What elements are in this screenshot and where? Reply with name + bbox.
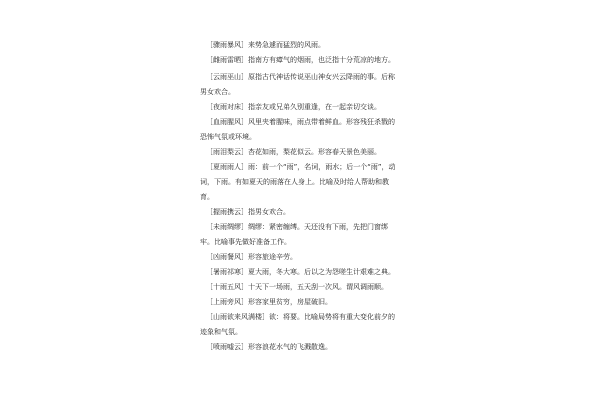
idiom-text: ［夏雨雨人］雨：前一个“雨”，名词，雨水；后一个“雨”，动词，下雨。有如夏天的雨落在人身上。比喻及时给人帮助和教育。 [200,163,396,201]
idiom-entry [200,295,396,310]
idiom-entry [200,265,396,280]
idiom-text: ［雨泪梨云］杏花如雨，梨花似云。形容春天景色美丽。 [206,148,381,156]
idiom-entry [200,53,396,68]
idiom-text: ［夜雨对床］指亲友或兄弟久别重逢，在一起亲切交谈。 [206,103,381,111]
idiom-text: ［上雨旁风］形容家里贫穷，房屋破旧。 [206,298,332,306]
idiom-entry [200,220,396,250]
idiom-text: ［血雨腥风］风里夹着腥味，雨点带着鲜血。形容残狂杀戮的恐怖气氛或环境。 [200,118,395,141]
idiom-entry [200,310,396,340]
idiom-text: ［骤雨暴风］来势急遽而猛烈的风雨。 [206,41,325,49]
idiom-entry [200,70,396,100]
idiom-text: ［暑雨祁寒］夏大雨，冬大寒。后以之为怨嗟生计艰难之典。 [206,268,395,276]
idiom-entry [200,145,396,160]
idiom-entry [200,38,396,53]
idiom-text: ［握雨携云］指男女欢合。 [206,208,290,216]
idiom-entry [200,340,396,355]
idiom-text: ［雌雨雷晒］指南方有瘴气的烟雨，也泛指十分荒凉的地方。 [206,56,395,64]
idiom-text: ［未雨绸缪］绸缪：紧密缠缚。天还没有下雨，先把门窗绑牢。比喻事先做好准备工作。 [200,223,388,246]
idiom-entry [200,100,396,115]
idiom-entry [200,205,396,220]
idiom-entry [200,115,396,145]
idiom-text: ［云雨巫山］原指古代神话传说巫山神女兴云降雨的事。后称男女欢合。 [200,73,395,96]
idiom-text: ［山雨欲来风满楼］欲：将要。比喻局势将有重大变化前夕的迹象和气氛。 [200,313,395,336]
idiom-entry [200,160,396,205]
idiom-entry [200,250,396,265]
idiom-text: ［凶雨餐风］形容旅途辛劳。 [206,253,297,261]
idiom-text: ［喷雨嘘云］形容浪花水气的飞溅散逸。 [206,343,332,351]
idiom-text: ［十雨五风］十天下一场雨，五天刮一次风。谓风调雨顺。 [206,283,388,291]
idiom-entry [200,280,396,295]
